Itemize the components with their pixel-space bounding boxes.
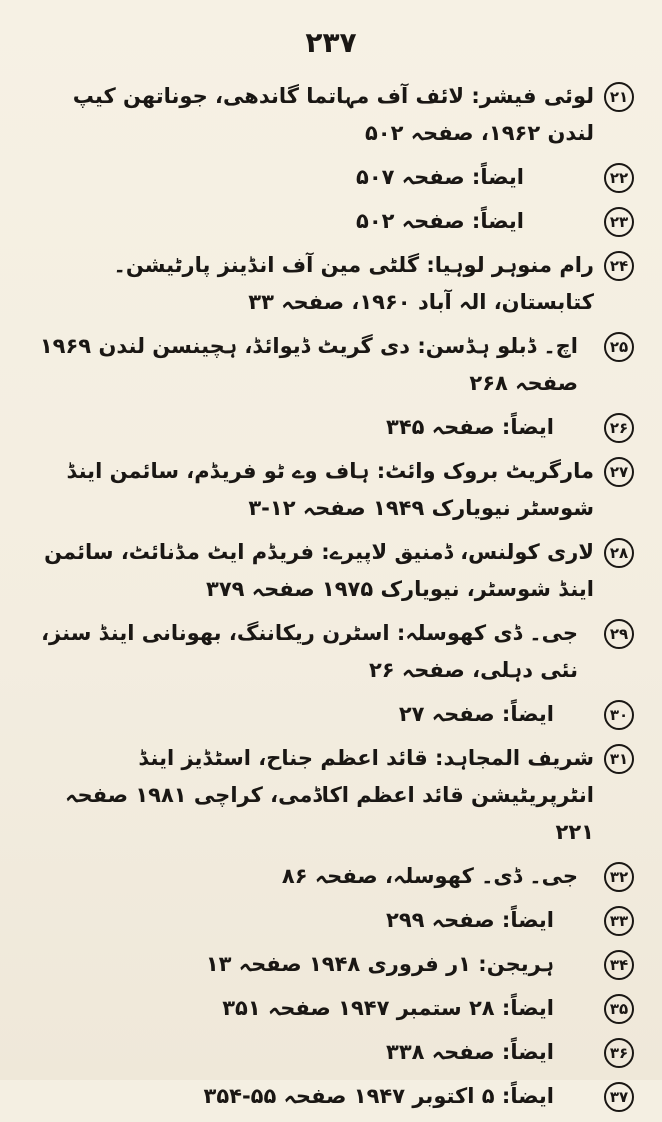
endnote (36, 159, 634, 196)
endnote (36, 409, 634, 446)
note-number: ۳۴ (604, 950, 634, 980)
endnote (36, 328, 634, 402)
page-number: ۲۳۷ (305, 26, 357, 59)
endnote (36, 902, 634, 939)
note-text: ایضاً: صفحہ ۵۰۲ (356, 209, 524, 233)
note-text: ایضاً: ۲۸ ستمبر ۱۹۴۷ صفحہ ۳۵۱ (222, 996, 554, 1020)
note-text: اچ۔ ڈبلو ہڈسن: دی گریٹ ڈیوائڈ، ہچینسن لندن ۱۹۶۹ صفحہ ۲۶۸ (39, 334, 578, 395)
endnote (36, 740, 634, 851)
note-text: ایضاً: صفحہ ۲۷ (398, 702, 554, 726)
note-text: جی۔ ڈی۔ کھوسلہ، صفحہ ۸۶ (281, 864, 578, 888)
note-text: شریف المجاہد: قائد اعظم جناح، اسٹڈیز اینڈ انٹرپریٹیشن قائد اعظم اکاڈمی، کراچی ۱۹۸۱ صفحہ ۲۲۱ (65, 746, 594, 844)
endnote (36, 615, 634, 689)
note-text: ہریجن: ۱ر فروری ۱۹۴۸ صفحہ ۱۳ (205, 952, 554, 976)
note-number: ۲۶ (604, 413, 634, 443)
note-number: ۲۳ (604, 207, 634, 237)
endnote (36, 946, 634, 983)
endnote (36, 534, 634, 608)
note-number: ۲۱ (604, 82, 634, 112)
note-text: مارگریٹ بروک وائٹ: ہاف وے ٹو فریڈم، سائمن اینڈ شوسٹر نیویارک ۱۹۴۹ صفحہ ۱۲-۳ (66, 459, 594, 520)
note-number: ۳۱ (604, 744, 634, 774)
endnote (36, 1078, 634, 1115)
note-number: ۳۷ (604, 1082, 634, 1112)
note-number: ۲۲ (604, 163, 634, 193)
note-number: ۳۰ (604, 700, 634, 730)
note-number: ۲۹ (604, 619, 634, 649)
note-number: ۲۴ (604, 251, 634, 281)
note-text: ایضاً: ۵ اکتوبر ۱۹۴۷ صفحہ ۵۵-۳۵۴ (203, 1084, 554, 1108)
note-number: ۲۷ (604, 457, 634, 487)
endnote (36, 990, 634, 1027)
note-text: ایضاً: صفحہ ۵۰۷ (356, 165, 524, 189)
endnote (36, 203, 634, 240)
endnote (36, 78, 634, 152)
endnote (36, 696, 634, 733)
endnote (36, 858, 634, 895)
note-number: ۳۳ (604, 906, 634, 936)
endnotes-list (36, 78, 634, 1122)
endnote (36, 453, 634, 527)
note-text: ایضاً: صفحہ ۳۴۵ (386, 415, 554, 439)
note-text: لاری کولنس، ڈمنیق لاپیرے: فریڈم ایٹ مڈنائٹ، سائمن اینڈ شوسٹر، نیویارک ۱۹۷۵ صفحہ ۳۷۹ (44, 540, 594, 601)
note-text: ایضاً: صفحہ ۳۳۸ (386, 1040, 554, 1064)
note-text: ایضاً: صفحہ ۲۹۹ (386, 908, 554, 932)
note-text: رام منوہر لوہیا: گلٹی مین آف انڈینز پارٹیشن۔ کتابستان، الہ آباد ۱۹۶۰، صفحہ ۳۳ (113, 253, 594, 314)
note-number: ۲۵ (604, 332, 634, 362)
note-number: ۲۸ (604, 538, 634, 568)
note-text: لوئی فیشر: لائف آف مہاتما گاندھی، جوناتھن کیپ لندن ۱۹۶۲، صفحہ ۵۰۲ (72, 84, 594, 145)
note-number: ۳۶ (604, 1038, 634, 1068)
note-text: جی۔ ڈی کھوسلہ: اسٹرن ریکاننگ، بھونانی اینڈ سنز، نئی دہلی، صفحہ ۲۶ (41, 621, 578, 682)
note-number: ۳۵ (604, 994, 634, 1024)
note-number: ۳۲ (604, 862, 634, 892)
endnote (36, 1034, 634, 1071)
endnote (36, 247, 634, 321)
